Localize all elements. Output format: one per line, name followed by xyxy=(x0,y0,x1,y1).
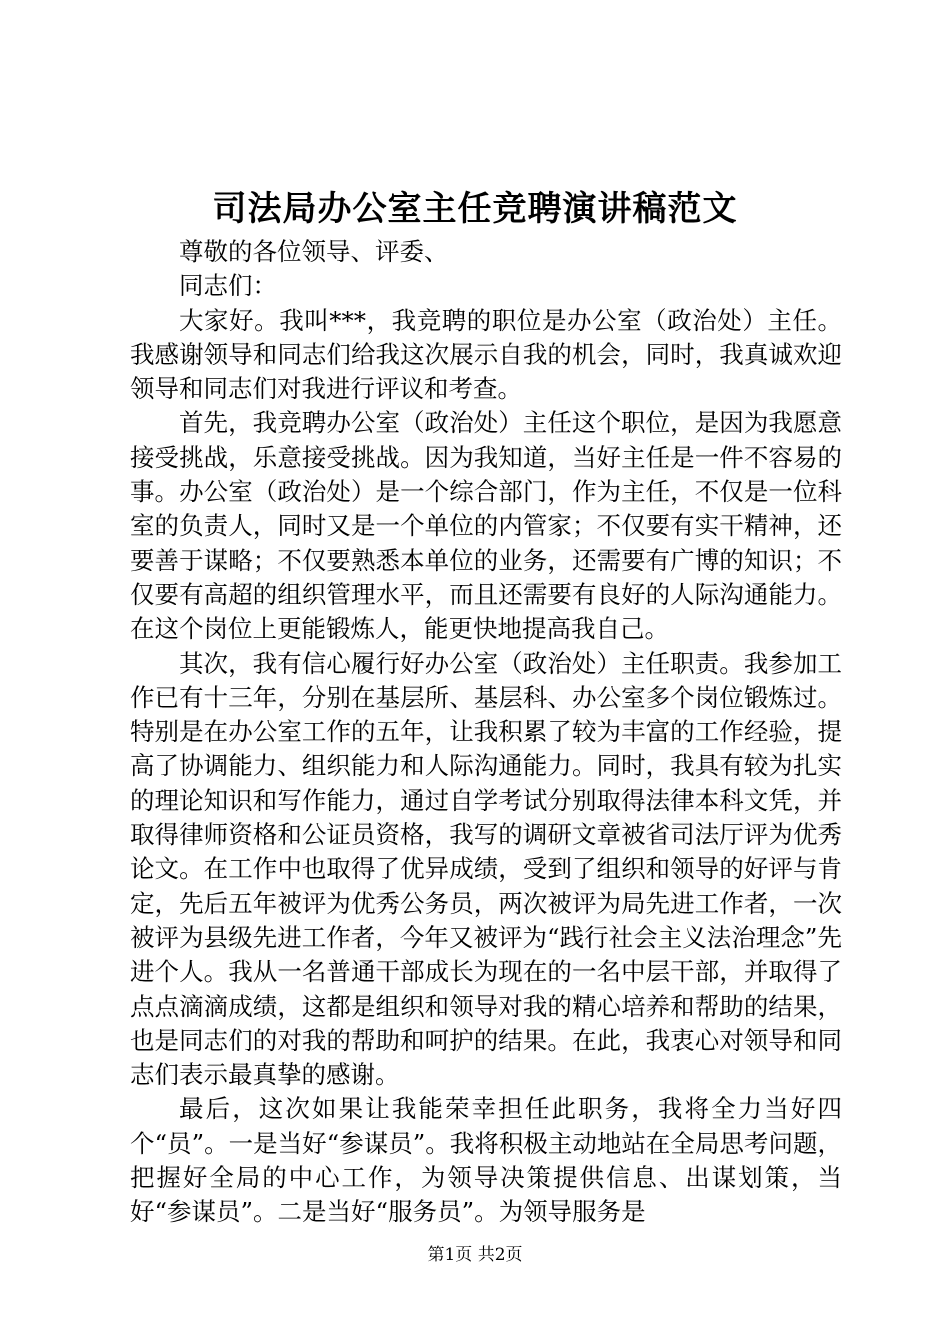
page-footer: 第1页 共2页 xyxy=(427,1245,523,1265)
paragraph-second: 其次，我有信心履行好办公室（政治处）主任职责。我参加工作已有十三年，分别在基层所、基层科、办公室多个岗位锻炼过。特别是在办公室工作的五年，让我积累了较为丰富的工作经验，提高了协调能力、组织能力和人际沟通能力。同时，我具有较为扎实的理论知识和写作能力，通过自学考试分别取得法律本科文凭，并取得律师资格和公证员资格，我写的调研文章被省司法厅评为优秀论文。在工作中也取得了优异成绩，受到了组织和领导的好评与肯定，先后五年被评为优秀公务员，两次被评为局先进工作者，一次被评为县级先进工作者，今年又被评为“践行社会主义法治理念”先进个人。我从一名普通干部成长为现在的一名中层干部，并取得了点点滴滴成绩，这都是组织和领导对我的精心培养和帮助的结果，也是同志们的对我的帮助和呵护的结果。在此，我衷心对领导和同志们表示最真挚的感谢。 xyxy=(130,648,842,1090)
salutation-line-1: 尊敬的各位领导、评委、 xyxy=(179,237,449,266)
paragraph-first: 首先，我竞聘办公室（政治处）主任这个职位，是因为我愿意接受挑战，乐意接受挑战。因为我知道，当好主任是一件不容易的事。办公室（政治处）是一个综合部门，作为主任，不仅是一位科室的负责人，同时又是一个单位的内管家；不仅要有实干精神，还要善于谋略；不仅要熟悉本单位的业务，还需要有广博的知识；不仅要有高超的组织管理水平，而且还需要有良好的人际沟通能力。在这个岗位上更能锻炼人，能更快地提高我自己。 xyxy=(130,408,842,644)
paragraph-greeting: 大家好。我叫***，我竞聘的职位是办公室（政治处）主任。我感谢领导和同志们给我这次展示自我的机会，同时，我真诚欢迎领导和同志们对我进行评议和考查。 xyxy=(130,305,842,404)
salutation-line-2: 同志们： xyxy=(179,271,277,301)
paragraph-last: 最后，这次如果让我能荣幸担任此职务，我将全力当好四个“员”。一是当好“参谋员”。我将积极主动地站在全局思考问题，把握好全局的中心工作，为领导决策提供信息、出谋划策，当好“参谋员”。二是当好“服务员”。为领导服务是 xyxy=(130,1094,842,1227)
document-body xyxy=(130,235,842,1230)
document-title: 司法局办公室主任竞聘演讲稿范文 xyxy=(212,189,738,229)
